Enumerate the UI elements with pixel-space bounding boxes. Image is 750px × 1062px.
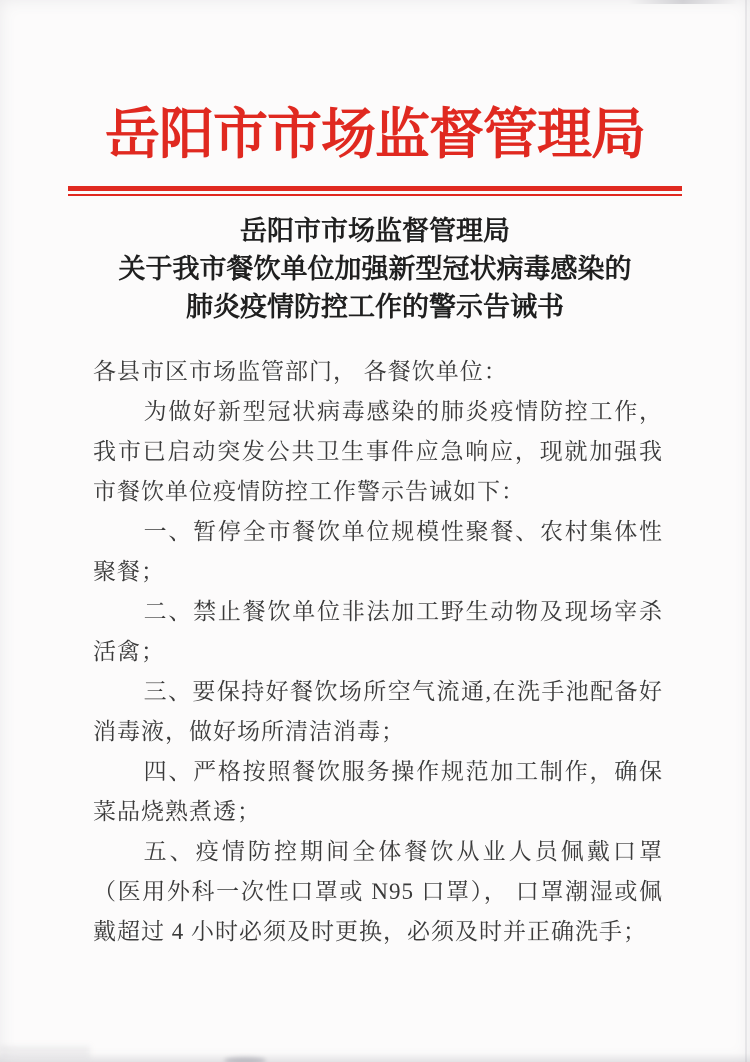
paragraph-intro: 为做好新型冠状病毒感染的肺炎疫情防控工作，我市已启动突发公共卫生事件应急响应，现就加强我市餐饮单位疫情防控工作警示告诫如下： (93, 399, 663, 504)
paragraph-item-4: 四、严格按照餐饮服务操作规范加工制作，确保菜品烧熟煮透； (93, 759, 663, 824)
rule-thick-line (68, 186, 682, 191)
title-line-subject-2: 肺炎疫情防控工作的警示告诫书 (186, 292, 564, 322)
paragraph-item-5: 五、疫情防控期间全体餐饮从业人员佩戴口罩（医用外科一次性口罩或 N95 口罩）， 口罩潮湿或佩戴超过 4 小时必须及时更换，必须及时并正确洗手； (93, 839, 663, 944)
paragraph-item-3: 三、要保持好餐饮场所空气流通,在洗手池配备好消毒液，做好场所清洁消毒； (93, 679, 663, 744)
scan-smudge-bottom-left (0, 1046, 90, 1058)
title-line-issuer: 岳阳市市场监督管理局 (240, 216, 510, 246)
letterhead (0, 0, 750, 196)
paragraph-item-1: 一、暂停全市餐饮单位规模性聚餐、农村集体性聚餐； (93, 519, 663, 584)
paragraph-item-2: 二、禁止餐饮单位非法加工野生动物及现场宰杀活禽； (93, 599, 663, 664)
document-title (0, 212, 750, 326)
scan-shadow-arc (224, 1057, 266, 1062)
scan-shadow-bottom (0, 1053, 750, 1062)
document-body (0, 352, 663, 952)
rule-thin-line (68, 194, 682, 196)
letterhead-title: 岳阳市市场监督管理局 (104, 104, 645, 165)
letterhead-rule (68, 186, 682, 196)
title-line-subject-1: 关于我市餐饮单位加强新型冠状病毒感染的 (118, 254, 632, 284)
salutation: 各县市区市场监管部门， 各餐饮单位： (93, 359, 508, 384)
